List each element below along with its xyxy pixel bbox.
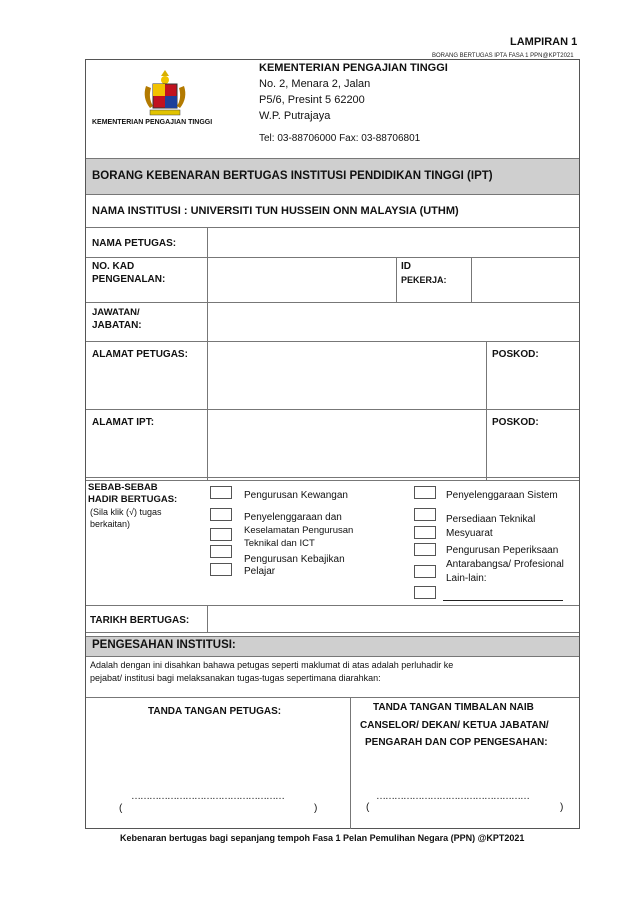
option-peperiksaan-2: Antarabangsa/ Profesional xyxy=(446,559,564,570)
id-label-1: ID xyxy=(401,261,411,272)
sign-right-title-3: PENGARAH DAN COP PENGESAHAN: xyxy=(365,737,548,748)
address-line-2: P5/6, Presint 5 62200 xyxy=(259,94,365,106)
tarikh-label: TARIKH BERTUGAS: xyxy=(90,615,190,626)
option-penyelenggaraan-3: Teknikal dan ICT xyxy=(244,538,315,549)
pengesahan-text-1: Adalah dengan ini disahkan bahawa petugas seperti maklumat di atas adalah perluhadir ke xyxy=(90,660,454,670)
sign-left-paren-close: ) xyxy=(314,803,318,814)
pengesahan-text-2: pejabat/ institusi bagi melaksanakan tugas-tugas sepertimana diarahkan: xyxy=(90,673,381,683)
lampiran-label: LAMPIRAN 1 xyxy=(510,36,578,48)
id-label-2: PEKERJA: xyxy=(401,275,447,285)
option-kebajikan-1: Pengurusan Kebajikan xyxy=(244,554,345,565)
ministry-name: KEMENTERIAN PENGAJIAN TINGGI xyxy=(259,62,448,74)
option-mesyuarat: Mesyuarat xyxy=(446,528,493,539)
form-reference: BORANG BERTUGAS IPTA FASA 1 PPN@KPT2021 xyxy=(432,53,574,59)
poskod-label-1: POSKOD: xyxy=(492,349,539,360)
address-line-3: W.P. Putrajaya xyxy=(259,110,331,122)
form-title: BORANG KEBENARAN BERTUGAS INSTITUSI PENDIDIKAN TINGGI (IPT) xyxy=(92,170,493,182)
sebab-label-2: HADIR BERTUGAS: xyxy=(88,494,178,505)
sign-right-paren-open: ( xyxy=(366,802,370,813)
sign-left-dots[interactable]: …………………………………………… xyxy=(131,791,284,802)
no-kad-label-2: PENGENALAN: xyxy=(92,274,166,285)
option-penyelenggaraan-2: Keselamatan Pengurusan xyxy=(244,525,354,536)
contact-info: Tel: 03-88706000 Fax: 03-88706801 xyxy=(259,133,421,144)
checkbox-sistem[interactable] xyxy=(414,486,436,499)
option-lain-lain: Lain-lain: xyxy=(446,573,487,584)
sign-right-dots[interactable]: …………………………………………… xyxy=(376,791,529,802)
lain-lain-line[interactable] xyxy=(443,600,563,601)
checkbox-kebajikan-extra[interactable] xyxy=(210,563,232,576)
checkbox-penyelenggaraan[interactable] xyxy=(210,508,232,521)
sign-right-title-1: TANDA TANGAN TIMBALAN NAIB xyxy=(373,702,534,713)
alamat-petugas-label: ALAMAT PETUGAS: xyxy=(92,349,188,360)
option-sistem: Penyelenggaraan Sistem xyxy=(446,490,558,501)
poskod-label-2: POSKOD: xyxy=(492,417,539,428)
jawatan-label-1: JAWATAN/ xyxy=(92,307,140,318)
nama-petugas-label: NAMA PETUGAS: xyxy=(92,238,177,249)
sebab-hint-2: berkaitan) xyxy=(90,519,131,529)
sebab-label-1: SEBAB-SEBAB xyxy=(88,482,158,493)
checkbox-lain-lain-extra[interactable] xyxy=(414,586,436,599)
checkbox-mesyuarat-extra[interactable] xyxy=(414,526,436,539)
sign-right-title-2: CANSELOR/ DEKAN/ KETUA JABATAN/ xyxy=(360,720,549,731)
checkbox-peperiksaan[interactable] xyxy=(414,543,436,556)
option-teknikal: Persediaan Teknikal xyxy=(446,514,536,525)
address-line-1: No. 2, Menara 2, Jalan xyxy=(259,78,371,90)
checkbox-mesyuarat[interactable] xyxy=(414,508,436,521)
sign-right-paren-close: ) xyxy=(560,802,564,813)
permit-form xyxy=(85,53,580,829)
no-kad-label-1: NO. KAD xyxy=(92,261,135,272)
sebab-hint-1: (Sila klik (√) tugas xyxy=(90,507,162,517)
checkbox-kebajikan[interactable] xyxy=(210,545,232,558)
jawatan-label-2: JABATAN: xyxy=(92,320,142,331)
option-kebajikan-2: Pelajar xyxy=(244,566,276,577)
institution-name: NAMA INSTITUSI : UNIVERSITI TUN HUSSEIN ONN MALAYSIA (UTHM) xyxy=(92,205,459,217)
option-peperiksaan-1: Pengurusan Peperiksaan xyxy=(446,545,559,556)
ministry-logo xyxy=(136,68,194,120)
footer-note: Kebenaran bertugas bagi sepanjang tempoh Fasa 1 Pelan Pemulihan Negara (PPN) @KPT2021 xyxy=(120,833,525,843)
option-penyelenggaraan-1: Penyelenggaraan dan xyxy=(244,512,342,523)
pengesahan-title: PENGESAHAN INSTITUSI: xyxy=(92,639,236,651)
option-kewangan: Pengurusan Kewangan xyxy=(244,490,348,501)
checkbox-lain-lain[interactable] xyxy=(414,565,436,578)
checkbox-kewangan[interactable] xyxy=(210,486,232,499)
alamat-ipt-label: ALAMAT IPT: xyxy=(92,417,155,428)
sign-left-title: TANDA TANGAN PETUGAS: xyxy=(148,706,282,717)
logo-caption: KEMENTERIAN PENGAJIAN TINGGI xyxy=(92,119,213,126)
sign-left-paren-open: ( xyxy=(119,803,123,814)
checkbox-penyelenggaraan-extra[interactable] xyxy=(210,528,232,541)
